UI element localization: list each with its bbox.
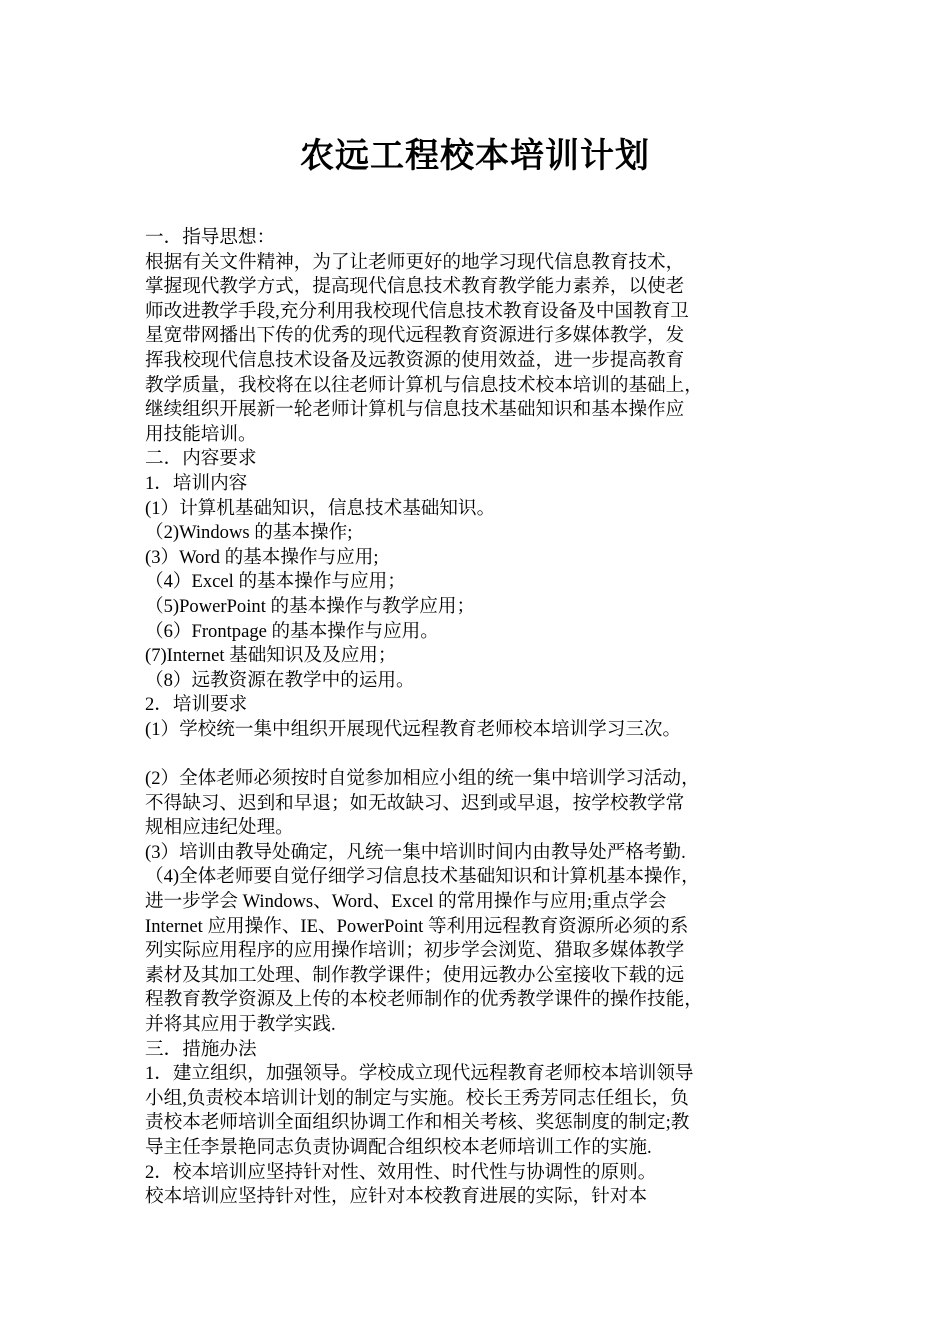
text-line: 二．内容要求 [145,448,257,470]
text-line: 根据有关文件精神，为了让老师更好的地学习现代信息教育技术， [145,251,685,273]
text-line: 继续组织开展新一轮老师计算机与信息技术基础知识和基本操作应 [145,399,685,421]
text-line: （6）Frontpage 的基本操作与应用。 [145,620,439,642]
text-line: 三．措施办法 [145,1038,257,1060]
text-line: (2）全体老师必须按时自觉参加相应小组的统一集中培训学习活动， [145,768,700,790]
text-line: 一．指导思想： [145,227,276,248]
text-line: （4)全体老师要自觉仔细学习信息技术基础知识和计算机基本操作， [145,866,700,888]
text-line: 挥我校现代信息技术设备及远教资源的使用效益，进一步提高教育 [145,349,685,371]
text-line: Internet 应用操作、IE、PowerPoint 等利用远程教育资源所必须的系 [145,915,689,937]
text-line: 程教育教学资源及上传的本校老师制作的优秀教学课件的操作技能， [145,989,703,1011]
text-line: 不得缺习、迟到和早退；如无故缺习、迟到或早退，按学校教学常 [145,792,685,814]
text-line: 进一步学会 Windows、Word、Excel 的常用操作与应用;重点学会 [145,891,667,913]
text-line: 导主任李景艳同志负责协调配合组织校本老师培训工作的实施. [145,1136,652,1158]
text-line: (3）培训由教导处确定，凡统一集中培训时间内由教导处严格考勤. [145,841,686,863]
text-line: 2．校本培训应坚持针对性、效用性、时代性与协调性的原则。 [145,1161,657,1183]
text-line: 用技能培训。 [145,423,257,445]
text-line: 校本培训应坚持针对性，应针对本校教育进展的实际，针对本 [145,1186,648,1208]
text-line: 列实际应用程序的应用操作培训；初步学会浏览、猎取多媒体教学 [145,940,685,962]
document-title: 农远工程校本培训计划 [300,136,650,176]
text-line: 2．培训要求 [145,694,248,716]
blank-line [145,742,823,767]
text-line: （5)PowerPoint 的基本操作与教学应用； [145,595,476,617]
text-line: (1）计算机基础知识，信息技术基础知识。 [145,497,496,519]
text-line: （2)Windows 的基本操作; [145,522,353,544]
text-line: 1．建立组织，加强领导。学校成立现代远程教育老师校本培训领导 [145,1063,694,1085]
text-line: （8）远教资源在教学中的运用。 [145,669,415,691]
text-line: 素材及其加工处理、制作教学课件；使用远教办公室接收下载的远 [145,964,685,986]
text-line: 掌握现代教学方式，提高现代信息技术教育教学能力素养，以使老 [145,276,685,298]
text-line: 规相应违纪处理。 [145,817,294,839]
text-line: 并将其应用于教学实践. [145,1014,336,1035]
text-line: (3）Word 的基本操作与应用; [145,546,379,568]
text-line: 1．培训内容 [145,472,248,494]
text-line: 小组,负责校本培训计划的制定与实施。校长王秀芳同志任组长，负 [145,1087,689,1109]
text-line: 教学质量，我校将在以往老师计算机与信息技术校本培训的基础上， [145,374,703,396]
document-body [145,226,823,1210]
text-line: (1）学校统一集中组织开展现代远程教育老师校本培训学习三次。 [145,718,682,740]
text-line: （4）Excel 的基本操作与应用； [145,571,406,593]
text-line: 师改进教学手段,充分利用我校现代信息技术教育设备及中国教育卫 [145,300,689,322]
text-line: 责校本老师培训全面组织协调工作和相关考核、奖惩制度的制定;教 [145,1112,690,1134]
text-line: (7)Internet 基础知识及及应用； [145,645,397,667]
text-line: 星宽带网播出下传的优秀的现代远程教育资源进行多媒体教学，发 [145,325,685,347]
